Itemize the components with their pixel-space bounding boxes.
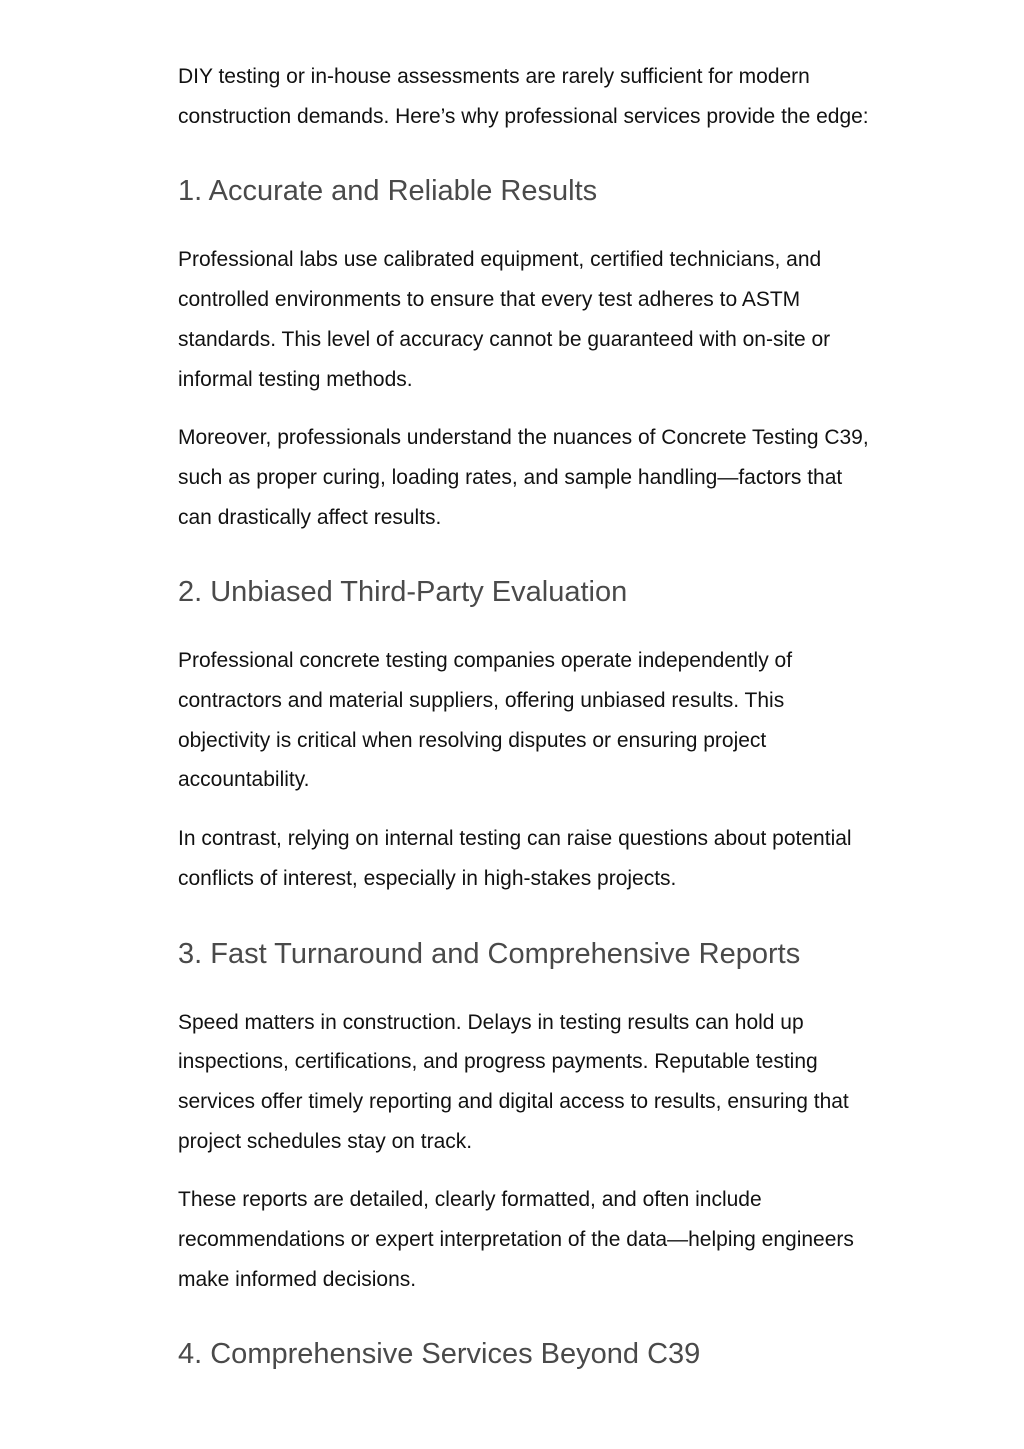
section-4-heading: 4. Comprehensive Services Beyond C39 [178,1338,701,1371]
section-1-paragraph-1: Professional labs use calibrated equipment, certified technicians, and controlled environments to ensure that every test adheres to ASTM standards. This level of accuracy cannot be guaranteed with on-site or informal testing methods. [178,248,831,391]
article-body [178,57,878,1374]
section-2-paragraph-2: In contrast, relying on internal testing can raise questions about potential conflicts of interest, especially in high-stakes projects. [178,827,852,890]
section-2-heading: 2. Unbiased Third-Party Evaluation [178,576,628,609]
section-1-paragraph-2: Moreover, professionals understand the nuances of Concrete Testing C39, such as proper curing, loading rates, and sample handling—factors that can drastically affect results. [178,426,869,529]
section-3-paragraph-2: These reports are detailed, clearly formatted, and often include recommendations or expert interpretation of the data—helping engineers make informed decisions. [178,1188,854,1291]
section-2-paragraph-1: Professional concrete testing companies operate independently of contractors and material suppliers, offering unbiased results. This objectivity is critical when resolving disputes or ensuring project accountability. [178,649,793,792]
section-3-heading: 3. Fast Turnaround and Comprehensive Reports [178,937,801,970]
intro-paragraph: DIY testing or in-house assessments are rarely sufficient for modern construction demands. Here’s why professional services provide the edge: [178,65,869,128]
section-1-heading: 1. Accurate and Reliable Results [178,175,598,208]
section-3-paragraph-1: Speed matters in construction. Delays in testing results can hold up inspections, certifications, and progress payments. Reputable testing services offer timely reporting and digital access to results, ensuring that project schedules stay on track. [178,1010,849,1153]
